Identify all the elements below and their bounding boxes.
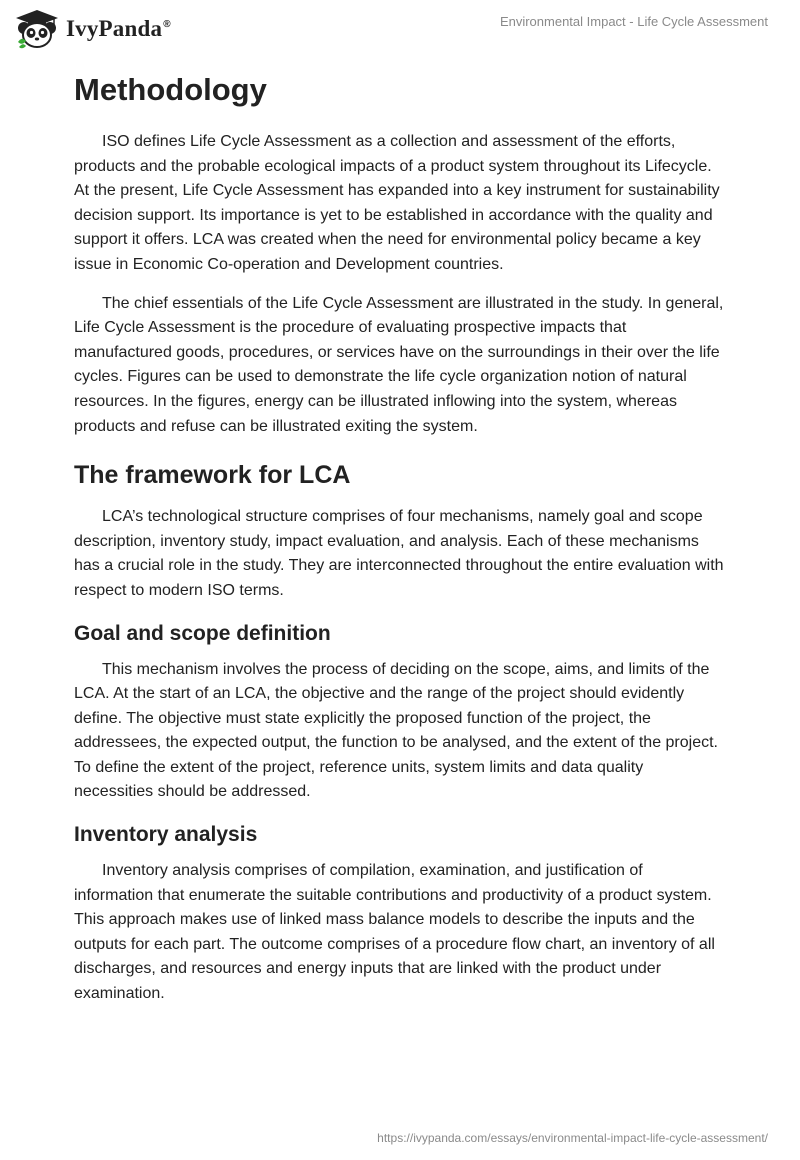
logo-wordmark: IvyPanda® bbox=[66, 16, 171, 41]
essay-content bbox=[74, 70, 726, 1021]
panda-graduate-icon bbox=[14, 8, 60, 50]
document-title: Environmental Impact - Life Cycle Assessment bbox=[499, 14, 768, 29]
source-url-link[interactable]: https://ivypanda.com/essays/environmental-impact-life-cycle-assessment/ bbox=[377, 1131, 768, 1145]
page-header bbox=[0, 0, 800, 60]
paragraph-methodology-1: ISO defines Life Cycle Assessment as a collection and assessment of the efforts, products and the probable ecological impacts of a product system throughout its Lifecycle. At the present, Life Cycle Assessment has expanded into a key instrument for sustainability decision support. Its importance is yet to be established in accordance with the quality and support it offers. LCA was created when the need for environmental policy became a key issue in Economic Co-operation and Development countries. bbox=[74, 133, 720, 273]
heading-inventory: Inventory analysis bbox=[74, 823, 258, 847]
paragraph-inventory-1: Inventory analysis comprises of compilation, examination, and justification of information that enumerate the suitable contributions and productivity of a product system. This approach makes use of linked mass balance models to describe the inputs and the outputs for each part. The outcome comprises of a procedure flow chart, an inventory of all discharges, and resources and energy inputs that are linked with the product under examination. bbox=[74, 862, 715, 1003]
paragraph-goal-1: This mechanism involves the process of deciding on the scope, aims, and limits of the LCA. At the start of an LCA, the objective and the range of the project should evidently define. The objective must state explicitly the proposed function of the project, the addressees, the expected output, the function to be analysed, and the extent of the project. To define the extent of the project, reference units, system limits and data quality necessities should be addressed. bbox=[74, 660, 718, 801]
heading-framework: The framework for LCA bbox=[74, 461, 351, 490]
ivypanda-logo[interactable] bbox=[14, 8, 171, 50]
heading-methodology: Methodology bbox=[74, 72, 267, 107]
paragraph-framework-1: LCA’s technological structure comprises of four mechanisms, namely goal and scope description, inventory study, impact evaluation, and analysis. Each of these mechanisms has a crucial role in the study. They are interconnected throughout the entire evaluation with respect to modern ISO terms. bbox=[74, 508, 724, 599]
heading-goal-scope: Goal and scope definition bbox=[74, 621, 331, 645]
paragraph-methodology-2: The chief essentials of the Life Cycle Assessment are illustrated in the study. In general, Life Cycle Assessment is the procedure of evaluating prospective impacts that manufactured goods, procedures, or services have on the surroundings in their over the life cycles. Figures can be used to demonstrate the life cycle organization notion of natural resources. In the figures, energy can be illustrated inflowing into the system, whereas products and refuse can be illustrated exiting the system. bbox=[74, 294, 724, 435]
